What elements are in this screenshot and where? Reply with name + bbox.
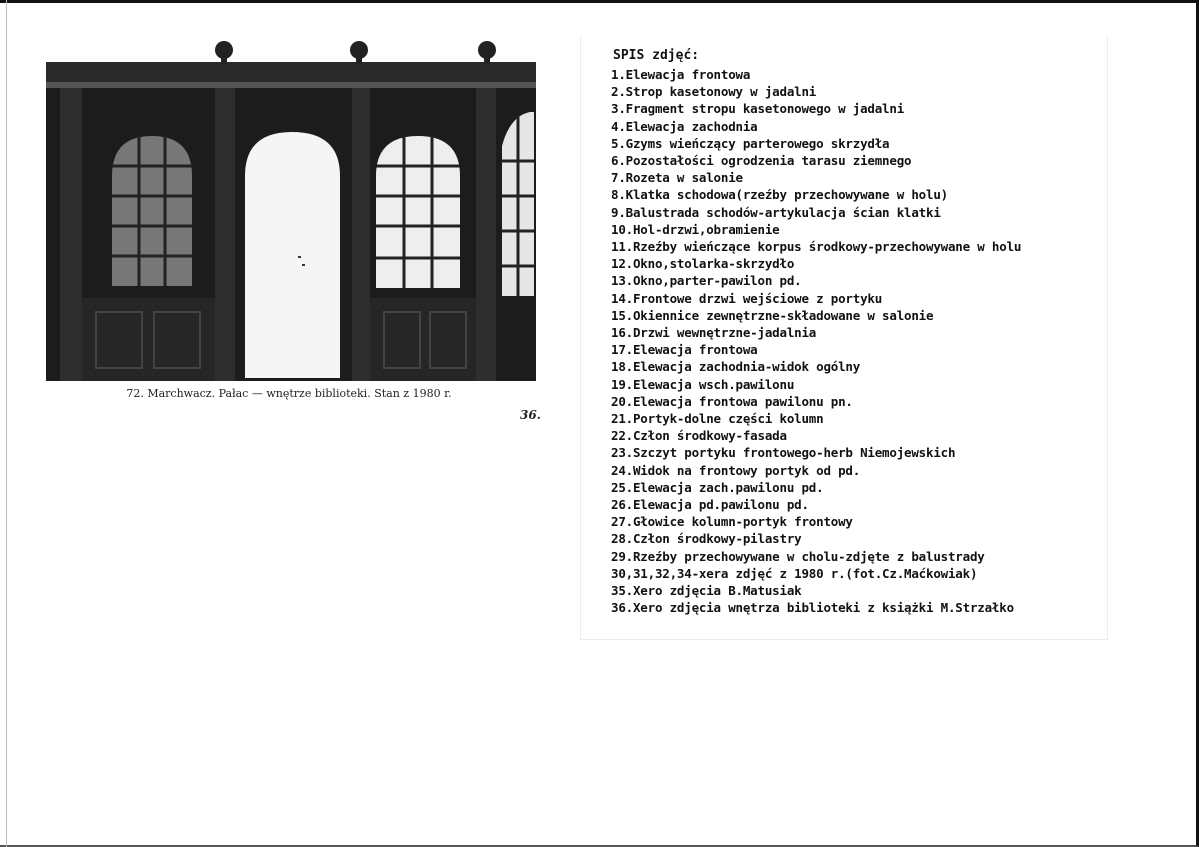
photo-caption: 72. Marchwacz. Pałac — wnętrze biblioteki. Stan z 1980 r. — [126, 387, 452, 400]
scan-edge — [6, 0, 7, 847]
list-item: 35.Xero zdjęcia B.Matusiak — [611, 583, 802, 599]
photo-panel — [40, 36, 538, 406]
list-item: 10.Hol-drzwi,obramienie — [611, 221, 780, 237]
list-item: 6.Pozostałości ogrodzenia tarasu ziemnego — [611, 153, 912, 169]
list-item: 4.Elewacja zachodnia — [611, 118, 758, 134]
page-number: 36. — [520, 408, 541, 422]
list-item: 16.Drzwi wewnętrzne-jadalnia — [611, 325, 817, 341]
list-item: 17.Elewacja frontowa — [611, 342, 758, 358]
list-item: 12.Okno,stolarka-skrzydło — [611, 256, 795, 272]
list-item: 14.Frontowe drzwi wejściowe z portyku — [611, 290, 883, 306]
list-item: 28.Człon środkowy-pilastry — [611, 531, 802, 547]
list-title: SPIS zdjęć: — [613, 48, 700, 63]
list-item: 19.Elewacja wsch.pawilonu — [611, 376, 795, 392]
list-item: 3.Fragment stropu kasetonowego w jadalni — [611, 101, 905, 117]
list-item: 21.Portyk-dolne części kolumn — [611, 411, 824, 427]
library-interior-photo — [40, 36, 538, 381]
list-item: 18.Elewacja zachodnia-widok ogólny — [611, 359, 861, 375]
list-item: 5.Gzyms wieńczący parterowego skrzydła — [611, 135, 890, 151]
list-item: 36.Xero zdjęcia wnętrza biblioteki z książki M.Strzałko — [611, 600, 1014, 616]
list-item: 26.Elewacja pd.pawilonu pd. — [611, 497, 809, 513]
list-item: 15.Okiennice zewnętrzne-składowane w salonie — [611, 307, 934, 323]
list-item: 30,31,32,34-xera zdjęć z 1980 r.(fot.Cz.Maćkowiak) — [611, 565, 978, 581]
photo-list-panel — [580, 36, 1108, 640]
list-item: 25.Elewacja zach.pawilonu pd. — [611, 479, 824, 495]
list-item: 29.Rzeźby przechowywane w cholu-zdjęte z balustrady — [611, 548, 985, 564]
list-item: 8.Klatka schodowa(rzeźby przechowywane w holu) — [611, 187, 948, 203]
list-item: 2.Strop kasetonowy w jadalni — [611, 84, 817, 100]
list-item: 20.Elewacja frontowa pawilonu pn. — [611, 393, 853, 409]
list-item: 7.Rozeta w salonie — [611, 170, 743, 186]
list-item: 11.Rzeźby wieńczące korpus środkowy-przechowywane w holu — [611, 239, 1022, 255]
list-item: 9.Balustrada schodów-artykulacja ścian klatki — [611, 204, 941, 220]
list-item: 22.Człon środkowy-fasada — [611, 428, 787, 444]
list-item: 1.Elewacja frontowa — [611, 67, 751, 82]
photo-list — [611, 66, 1021, 617]
list-item: 23.Szczyt portyku frontowego-herb Niemojewskich — [611, 445, 956, 461]
list-item: 13.Okno,parter-pawilon pd. — [611, 273, 802, 289]
list-item: 24.Widok na frontowy portyk od pd. — [611, 462, 861, 478]
list-item: 27.Głowice kolumn-portyk frontowy — [611, 514, 853, 530]
